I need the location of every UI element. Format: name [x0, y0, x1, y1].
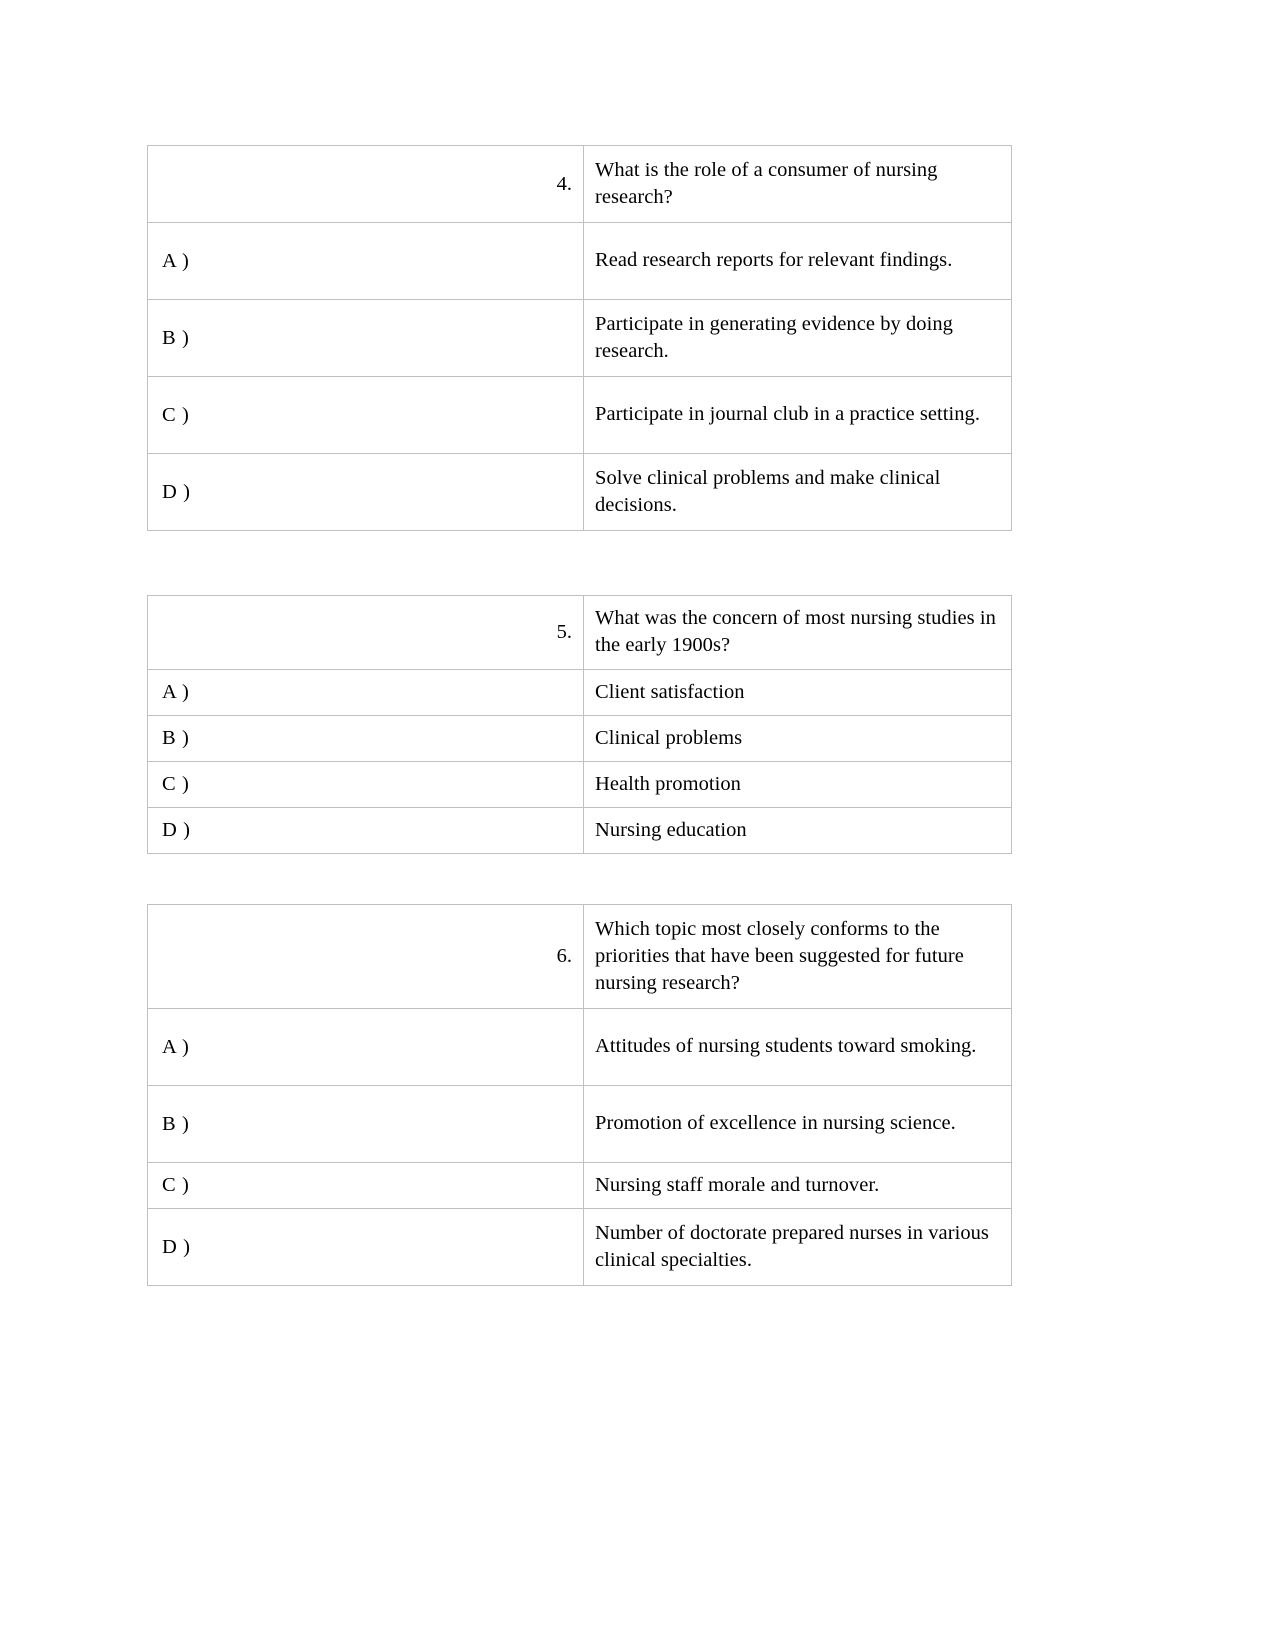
- question-number: 5.: [556, 621, 572, 643]
- option-label-d: D ): [162, 1235, 191, 1258]
- question-number-cell: [148, 905, 584, 1008]
- option-text-c: Nursing staff morale and turnover.: [595, 1173, 880, 1196]
- question-number-cell: [148, 596, 584, 669]
- option-text-cell: [584, 1009, 1011, 1085]
- option-label-a: A ): [162, 1035, 190, 1058]
- option-label-cell: [148, 1086, 584, 1162]
- question-row: [148, 596, 1011, 670]
- question-number: 6.: [556, 945, 572, 967]
- option-row-b[interactable]: [148, 716, 1011, 762]
- option-text-d: Nursing education: [595, 818, 747, 841]
- question-text: Which topic most closely conforms to the priorities that have been suggested for future nursing research?: [595, 917, 964, 994]
- question-block-5: [147, 595, 1012, 854]
- option-text-cell: [584, 1209, 1011, 1285]
- option-label-c: C ): [162, 1174, 190, 1196]
- option-label-a: A ): [162, 249, 190, 272]
- option-row-a[interactable]: [148, 670, 1011, 716]
- option-text-cell: [584, 716, 1011, 761]
- option-label-a: A ): [162, 681, 190, 703]
- option-label-cell: [148, 377, 584, 453]
- option-text-d: Number of doctorate prepared nurses in various clinical specialties.: [595, 1221, 989, 1271]
- option-row-d[interactable]: [148, 1209, 1011, 1286]
- question-text-cell: [584, 905, 1011, 1008]
- option-text-b: Clinical problems: [595, 726, 743, 749]
- option-text-cell: [584, 670, 1011, 715]
- question-text-cell: [584, 146, 1011, 222]
- option-text-cell: [584, 223, 1011, 299]
- option-text-a: Attitudes of nursing students toward smoking.: [595, 1035, 977, 1057]
- option-row-d[interactable]: [148, 454, 1011, 531]
- option-label-b: B ): [162, 1112, 190, 1135]
- option-row-c[interactable]: [148, 762, 1011, 808]
- option-label-cell: [148, 808, 584, 853]
- option-row-b[interactable]: [148, 300, 1011, 377]
- option-label-c: C ): [162, 403, 190, 426]
- option-text-cell: [584, 1086, 1011, 1162]
- option-text-cell: [584, 808, 1011, 853]
- question-block-6: [147, 904, 1012, 1286]
- option-text-c: Participate in journal club in a practice setting.: [595, 403, 981, 425]
- option-label-d: D ): [162, 819, 191, 841]
- question-text-cell: [584, 596, 1011, 669]
- option-label-d: D ): [162, 480, 191, 503]
- option-row-d[interactable]: [148, 808, 1011, 854]
- option-label-cell: [148, 1009, 584, 1085]
- question-row: [148, 146, 1011, 223]
- option-label-cell: [148, 716, 584, 761]
- option-label-cell: [148, 762, 584, 807]
- question-text: What is the role of a consumer of nursing research?: [595, 158, 938, 208]
- option-label-cell: [148, 670, 584, 715]
- question-number: 4.: [556, 172, 572, 195]
- option-text-cell: [584, 1163, 1011, 1208]
- option-text-c: Health promotion: [595, 772, 741, 795]
- option-row-a[interactable]: [148, 1009, 1011, 1086]
- option-label-cell: [148, 1163, 584, 1208]
- option-label-cell: [148, 1209, 584, 1285]
- option-row-c[interactable]: [148, 377, 1011, 454]
- option-text-a: Client satisfaction: [595, 680, 745, 703]
- option-label-cell: [148, 223, 584, 299]
- question-block-4: [147, 145, 1012, 531]
- question-row: [148, 905, 1011, 1009]
- question-text: What was the concern of most nursing studies in the early 1900s?: [595, 607, 996, 656]
- option-label-b: B ): [162, 326, 190, 349]
- option-label-b: B ): [162, 727, 190, 749]
- option-text-cell: [584, 454, 1011, 530]
- option-text-cell: [584, 762, 1011, 807]
- option-row-b[interactable]: [148, 1086, 1011, 1163]
- option-label-cell: [148, 300, 584, 376]
- option-text-cell: [584, 300, 1011, 376]
- option-row-a[interactable]: [148, 223, 1011, 300]
- option-text-b: Promotion of excellence in nursing science.: [595, 1112, 956, 1134]
- option-row-c[interactable]: [148, 1163, 1011, 1209]
- option-label-c: C ): [162, 773, 190, 795]
- option-text-cell: [584, 377, 1011, 453]
- question-number-cell: [148, 146, 584, 222]
- option-text-a: Read research reports for relevant findings.: [595, 249, 953, 271]
- option-text-d: Solve clinical problems and make clinical decisions.: [595, 466, 941, 516]
- option-text-b: Participate in generating evidence by doing research.: [595, 312, 953, 362]
- option-label-cell: [148, 454, 584, 530]
